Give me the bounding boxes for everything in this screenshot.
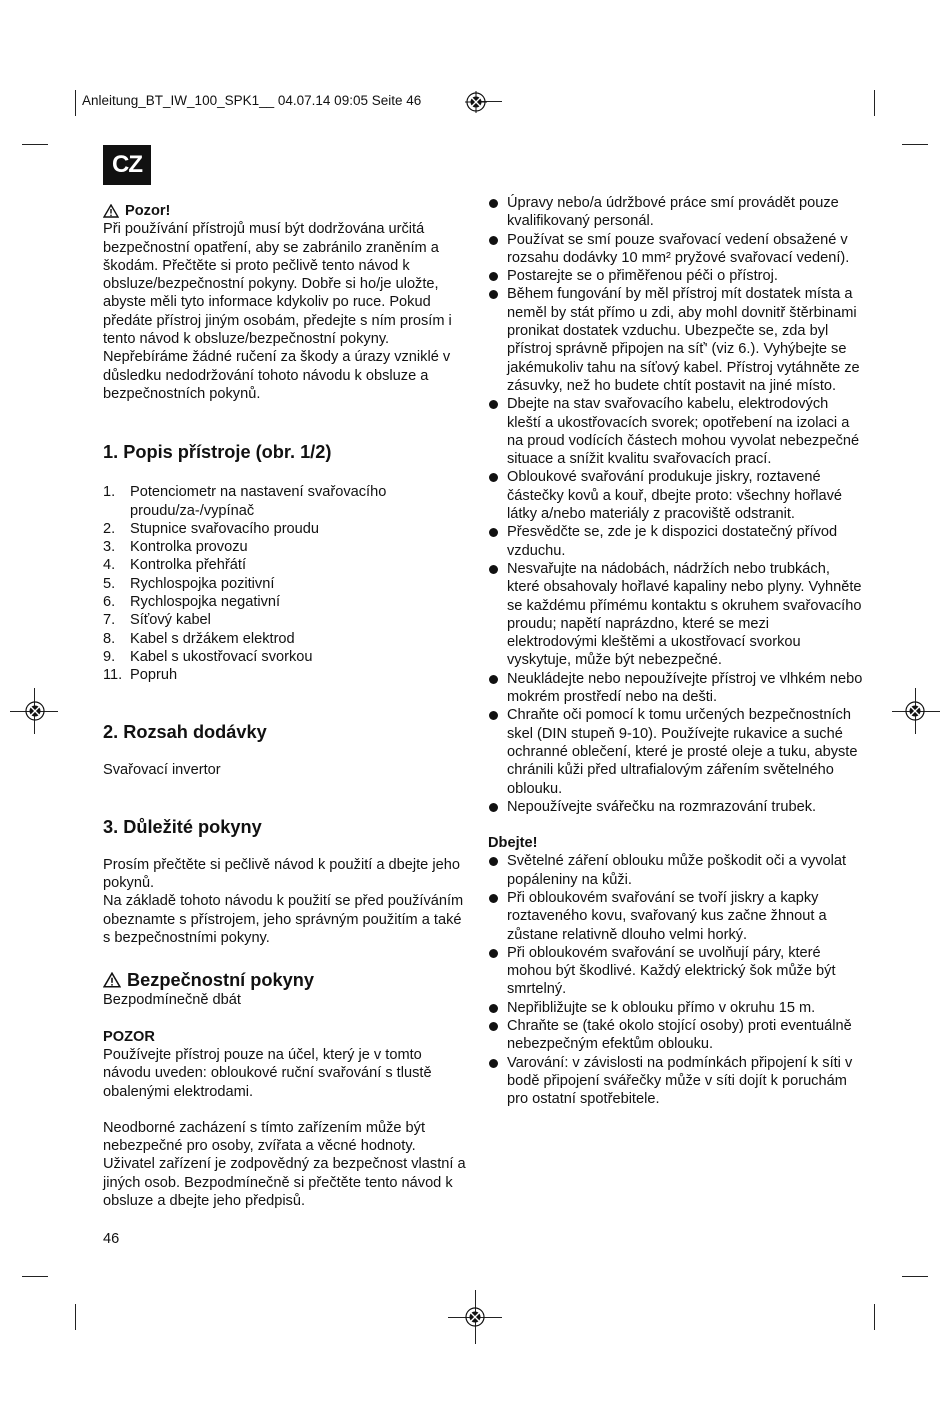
intro-text: Při používání přístrojů musí být dodržována určitá bezpečnostní opatření, aby se zabránilo zraněním a škodám. Přečtěte si proto pečlivě tento návod k obsluze/bezpečnostní pokyny. Dobře si ho/je uložte, abyste měli tyto informace kdykoliv po ruce. Pokud předáte přístroj jiným osobám, předejte s ním prosím i tento návod k obsluze/bezpečnostní pokyny. Nepřebíráme žádné ručení za škody a úrazy vzniklé v důsledku nedodržování tohoto návodu k obsluze a bezpečnostních pokynů. bbox=[103, 221, 452, 402]
crop-mark bbox=[22, 144, 48, 145]
crop-mark bbox=[874, 90, 875, 116]
section2-title: 2. Rozsah dodávky bbox=[103, 721, 267, 742]
safety-heading bbox=[103, 969, 468, 991]
pozor-text: Používejte přístroj pouze na účel, který je v tomto návodu uveden: obloukové ruční svařování s tlustě obalenými elektrodami. bbox=[103, 1046, 432, 1100]
intro-heading bbox=[103, 202, 468, 220]
crop-mark bbox=[902, 1276, 928, 1277]
list-item: 7. Síťový kabel bbox=[103, 612, 211, 629]
registration-mark-icon bbox=[24, 700, 46, 722]
warning-icon bbox=[103, 972, 121, 988]
list-item: 5. Rychlospojka pozitivní bbox=[103, 575, 275, 592]
list-item: Nesvařujte na nádobách, nádržích nebo trubkách, které obsahovaly hořlavé kapaliny nebo plyny. Vyhněte se každému přímému kontaktu s okruhem svařovacího proudu; napětí naprázdno, které se mezi elektrodovými kleštěmi a ukostřovací svorkou vyskytuje, může být nebezpečné. bbox=[488, 560, 863, 670]
dbejte-bullets bbox=[488, 852, 863, 1108]
language-badge: CZ bbox=[103, 145, 151, 185]
registration-mark-icon bbox=[465, 91, 487, 113]
section3-para2: Na základě tohoto návodu k použití se před používáním obeznamte s přístrojem, jeho správným použitím a také s bezpečnostními pokyny. bbox=[103, 893, 464, 947]
list-item: Světelné záření oblouku může poškodit oči a vyvolat popáleniny na kůži. bbox=[488, 852, 863, 889]
list-item: Obloukové svařování produkuje jiskry, roztavené částečky kovů a kouř, dbejte proto: všechny hořlavé látky a/nebo materiály z pracoviště odstranit. bbox=[488, 468, 863, 523]
safety-subtitle: Bezpodmínečně dbát bbox=[103, 992, 241, 1009]
list-item: 6. Rychlospojka negativní bbox=[103, 594, 281, 611]
list-item: Chraňte se (také okolo stojící osoby) proti eventuálně nebezpečným efektům oblouku. bbox=[488, 1017, 863, 1054]
section3-title: 3. Důležité pokyny bbox=[103, 816, 262, 837]
list-item: 4. Kontrolka přehřátí bbox=[103, 557, 247, 574]
section3-para1: Prosím přečtěte si pečlivě návod k použití a dbejte jeho pokynů. bbox=[103, 856, 460, 892]
section2-text: Svařovací invertor bbox=[103, 761, 221, 778]
list-item: Při obloukovém svařování se tvoří jiskry a kapky roztaveného kovu, svařovaný kus začne žhnout a zůstane relativně dlouho velmi horký. bbox=[488, 889, 863, 944]
list-item: Nepřibližujte se k oblouku přímo v okruhu 15 m. bbox=[488, 999, 863, 1017]
intro-title: Pozor! bbox=[125, 203, 171, 219]
parts-list bbox=[103, 483, 468, 684]
crop-mark bbox=[874, 1304, 875, 1330]
list-item: Chraňte oči pomocí k tomu určených bezpečnostních skel (DIN stupeň 9-10). Používejte rukavice a suché ochranné oblečení, které je prosté oleje a tuku, abyste chránili kůži před ultrafialovým zářením světelného oblouku. bbox=[488, 706, 863, 797]
list-item: Úpravy nebo/a údržbové práce smí provádět pouze kvalifikovaný personál. bbox=[488, 194, 863, 231]
print-header: Anleitung_BT_IW_100_SPK1__ 04.07.14 09:05 Seite 46 bbox=[82, 93, 422, 108]
warning-icon bbox=[103, 204, 119, 218]
crop-mark bbox=[75, 1304, 76, 1330]
list-item: Neukládejte nebo nepoužívejte přístroj ve vlhkém nebo mokrém prostředí nebo na dešti. bbox=[488, 670, 863, 707]
list-item: 11. Popruh bbox=[103, 667, 178, 684]
list-item: 8. Kabel s držákem elektrod bbox=[103, 630, 295, 647]
crop-mark bbox=[22, 1276, 48, 1277]
list-item: 3. Kontrolka provozu bbox=[103, 539, 248, 556]
left-column bbox=[103, 202, 468, 1210]
list-item: Dbejte na stav svařovacího kabelu, elektrodových kleští a ukostřovacích svorek; opotřebení na izolaci a na proud vodících částech mohou vyvolat nebezpečné situace a snížit kvalitu svařovacích prací. bbox=[488, 395, 863, 468]
safety-para2: Neodborné zacházení s tímto zařízením může být nebezpečné pro osoby, zvířata a věcné hodnoty. Uživatel zařízení je zodpovědný za bezpečnost vlastní a jiných osob. Bezpodmínečně si přečtěte tento návod k obsluze a dbejte jeho předpisů. bbox=[103, 1119, 466, 1209]
registration-mark-icon bbox=[904, 700, 926, 722]
list-item: Během fungování by měl přístroj mít dostatek místa a neměl by stát přímo u zdi, aby mohl dovnitř štěrbinami pronikat dostatek vzduchu. Ubezpečte se, zda byl přístroj správně připojen na síť' (viz 6.). Vyhýbejte se jakémukoliv tahu na síťový kabel. Přístroj vytáhněte ze zásuvky, než ho budete chtít postavit na jiné místo. bbox=[488, 285, 863, 395]
safety-bullets bbox=[488, 194, 863, 816]
list-item: Varování: v závislosti na podmínkách připojení k síti v bodě připojení svářečky může v síti dojít k poruchám pro ostatní spotřebitele. bbox=[488, 1054, 863, 1109]
list-item: Přesvědčte se, zde je k dispozici dostatečný přívod vzduchu. bbox=[488, 523, 863, 560]
list-item: 1. Potenciometr na nastavení svařovacího proudu/za-/vypínač bbox=[103, 484, 387, 519]
list-item: Při obloukovém svařování se uvolňují páry, které mohou být škodlivé. Každý elektrický šok může být smrtelný. bbox=[488, 944, 863, 999]
crop-mark bbox=[75, 90, 76, 116]
page-number: 46 bbox=[103, 1231, 120, 1247]
list-item: 2. Stupnice svařovacího proudu bbox=[103, 520, 320, 537]
registration-mark-icon bbox=[464, 1306, 486, 1328]
safety-title: Bezpečnostní pokyny bbox=[127, 970, 314, 991]
pozor-label: POZOR bbox=[103, 1028, 155, 1045]
right-column bbox=[488, 194, 863, 1109]
list-item: Postarejte se o přiměřenou péči o přístroj. bbox=[488, 267, 863, 285]
dbejte-title: Dbejte! bbox=[488, 835, 538, 852]
list-item: Používat se smí pouze svařovací vedení obsažené v rozsahu dodávky 10 mm² pryžové svařovací vedení). bbox=[488, 231, 863, 268]
list-item: Nepoužívejte svářečku na rozmrazování trubek. bbox=[488, 798, 863, 816]
list-item: 9. Kabel s ukostřovací svorkou bbox=[103, 648, 313, 665]
crop-mark bbox=[902, 144, 928, 145]
section1-title: 1. Popis přístroje (obr. 1/2) bbox=[103, 442, 332, 463]
